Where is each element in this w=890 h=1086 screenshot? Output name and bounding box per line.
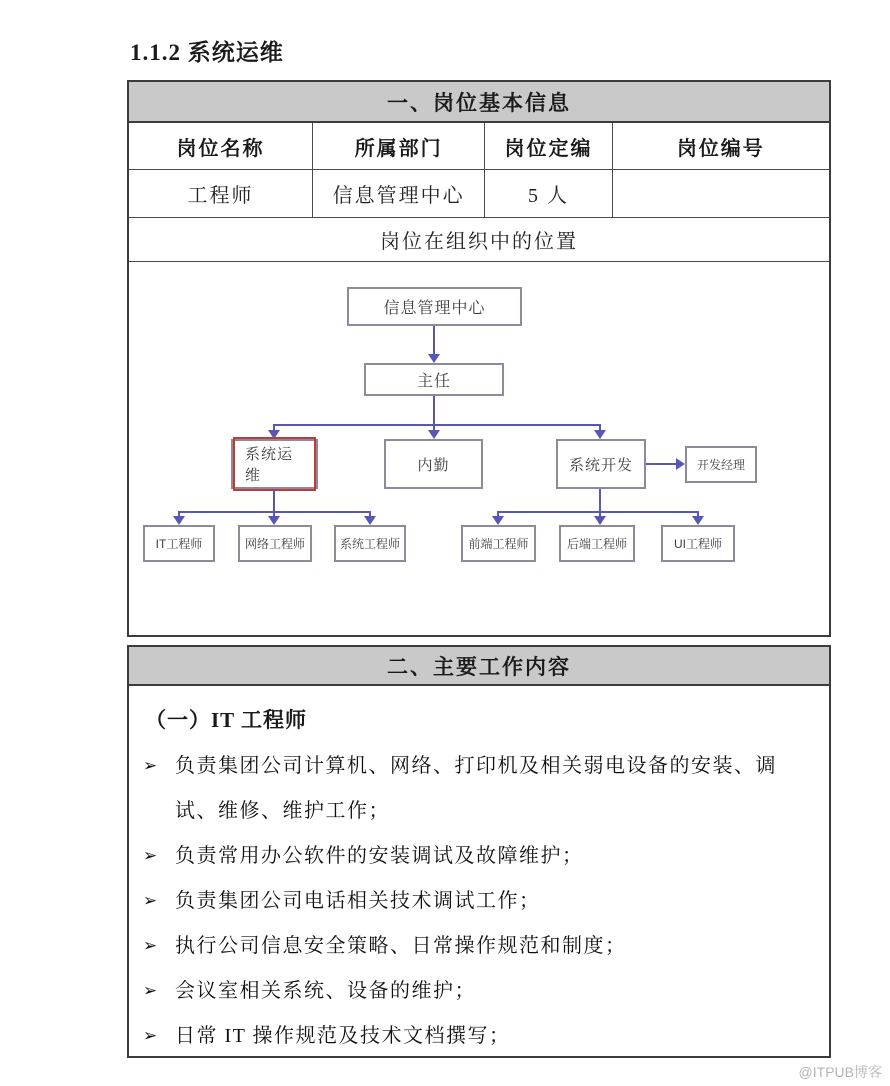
list-item xyxy=(143,834,817,879)
col-header-headcount: 岗位定编 xyxy=(485,123,612,170)
list-item xyxy=(143,879,817,924)
bullet-arrow-icon: ➢ xyxy=(143,1026,159,1046)
list-item xyxy=(143,744,817,834)
list-item xyxy=(143,969,817,1014)
col-header-position-name: 岗位名称 xyxy=(129,123,313,170)
basic-info-table xyxy=(127,80,831,637)
duty-text: 日常 IT 操作规范及技术文档撰写； xyxy=(175,1025,511,1047)
work-content-table xyxy=(127,645,831,1058)
bullet-arrow-icon: ➢ xyxy=(143,846,159,866)
list-item xyxy=(143,1014,817,1059)
connector-line xyxy=(179,511,371,513)
org-box-sysops-highlighted xyxy=(231,439,318,489)
org-box-system-engineer: 系统工程师 xyxy=(334,525,406,562)
value-position-name: 工程师 xyxy=(129,170,313,218)
arrow-down-icon xyxy=(428,430,440,439)
list-item xyxy=(143,924,817,969)
duty-text: 会议室相关系统、设备的维护； xyxy=(175,980,476,1002)
bullet-arrow-icon: ➢ xyxy=(143,936,159,956)
arrow-down-icon xyxy=(594,516,606,525)
arrow-right-icon xyxy=(676,458,685,470)
value-position-code xyxy=(613,170,829,218)
arrow-down-icon xyxy=(692,516,704,525)
org-box-backend-engineer: 后端工程师 xyxy=(559,525,635,562)
col-header-department: 所属部门 xyxy=(313,123,485,170)
org-box-ui-engineer: UI工程师 xyxy=(661,525,735,562)
section2-header: 二、主要工作内容 xyxy=(129,647,829,686)
duty-list xyxy=(143,744,817,1059)
watermark: @ITPUB博客 xyxy=(798,1064,882,1080)
bullet-arrow-icon: ➢ xyxy=(143,756,159,776)
column-header-row xyxy=(129,123,829,170)
duty-text: 负责集团公司电话相关技术调试工作； xyxy=(175,890,541,912)
duty-body xyxy=(129,686,829,1059)
duty-text: 负责常用办公软件的安装调试及故障维护； xyxy=(175,845,584,867)
arrow-down-icon xyxy=(173,516,185,525)
duty-subtitle: （一）IT 工程师 xyxy=(145,708,308,732)
connector-line xyxy=(599,489,601,511)
section1-header: 一、岗位基本信息 xyxy=(129,82,829,123)
org-box-sysdev: 系统开发 xyxy=(556,439,646,489)
org-box-network-engineer: 网络工程师 xyxy=(238,525,312,562)
org-position-row-title: 岗位在组织中的位置 xyxy=(129,218,829,262)
connector-line xyxy=(273,489,275,511)
org-box-internal-affairs: 内勤 xyxy=(384,439,483,489)
value-row xyxy=(129,170,829,218)
org-box-it-engineer: IT工程师 xyxy=(143,525,215,562)
page-title: 1.1.2 系统运维 xyxy=(130,40,284,65)
duty-text: 执行公司信息安全策略、日常操作规范和制度； xyxy=(175,935,627,957)
bullet-arrow-icon: ➢ xyxy=(143,981,159,1001)
value-department: 信息管理中心 xyxy=(313,170,485,218)
arrow-down-icon xyxy=(428,354,440,363)
arrow-down-icon xyxy=(268,516,280,525)
connector-line xyxy=(433,326,435,354)
connector-line xyxy=(433,396,435,424)
org-box-root: 信息管理中心 xyxy=(347,287,522,326)
arrow-down-icon xyxy=(364,516,376,525)
org-box-dev-manager: 开发经理 xyxy=(685,446,757,483)
org-box-frontend-engineer: 前端工程师 xyxy=(461,525,536,562)
value-headcount: 5 人 xyxy=(485,170,612,218)
duty-text: 负责集团公司计算机、网络、打印机及相关弱电设备的安装、调试、维修、维护工作； xyxy=(175,755,777,822)
arrow-down-icon xyxy=(492,516,504,525)
org-box-director: 主任 xyxy=(364,363,504,396)
highlight-frame: 系统运维 xyxy=(233,437,316,491)
arrow-down-icon xyxy=(594,430,606,439)
connector-line xyxy=(646,463,677,465)
bullet-arrow-icon: ➢ xyxy=(143,891,159,911)
org-chart xyxy=(129,262,829,633)
col-header-position-code: 岗位编号 xyxy=(613,123,829,170)
connector-line xyxy=(274,424,601,426)
